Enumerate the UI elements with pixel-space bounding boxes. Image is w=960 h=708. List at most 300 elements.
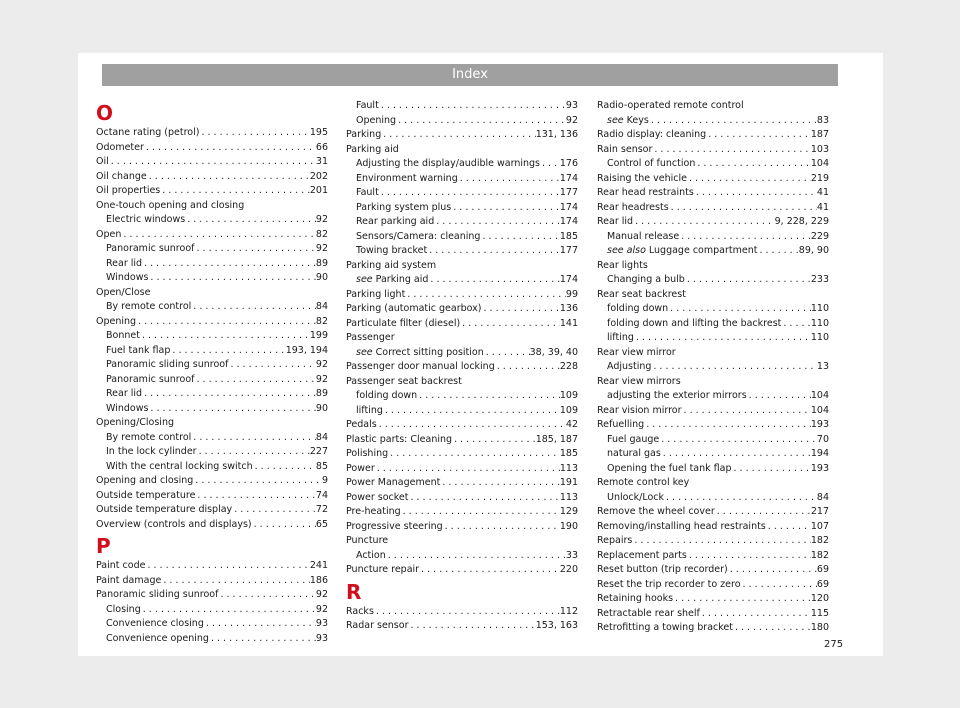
index-heading — [346, 534, 578, 549]
dot-leader — [142, 257, 316, 272]
dot-leader — [408, 491, 559, 506]
page-reference[interactable]: 182 — [810, 549, 829, 561]
index-entry — [597, 520, 829, 535]
dot-leader — [209, 632, 316, 647]
entry-text: Panoramic sliding sunroof — [106, 359, 229, 370]
entry-text: Changing a bulb — [607, 274, 685, 285]
index-heading — [346, 331, 578, 346]
page-reference[interactable]: 193, 194 — [285, 344, 328, 356]
index-entry — [597, 621, 829, 636]
page-reference[interactable]: 92 — [315, 373, 328, 385]
index-entry — [597, 607, 829, 622]
entry-text: see Correct sitting position — [356, 346, 484, 358]
index-subentry — [346, 215, 578, 230]
entry-text: Passenger door manual locking — [346, 361, 495, 372]
index-entry — [96, 228, 328, 243]
dot-leader — [480, 230, 559, 245]
page-reference[interactable]: 131, 136 — [535, 129, 578, 140]
dot-leader — [142, 387, 316, 402]
index-entry — [346, 462, 578, 477]
page-reference[interactable]: 229 — [810, 230, 829, 242]
index-entry — [346, 491, 578, 506]
section-letter: P — [96, 534, 111, 558]
dot-leader — [728, 563, 817, 578]
page-reference[interactable]: 109 — [559, 404, 578, 416]
dot-leader — [419, 563, 560, 578]
entry-text: Rear headrests — [597, 201, 669, 213]
entry-text: see Keys — [607, 114, 649, 126]
entry-text: Opening — [356, 114, 397, 126]
index-entry — [597, 592, 829, 607]
dot-leader — [540, 157, 560, 172]
page-reference[interactable]: 110 — [810, 303, 829, 314]
dot-leader — [452, 433, 536, 448]
dot-leader — [141, 603, 316, 618]
page-number: 275 — [824, 639, 844, 650]
dot-leader — [733, 621, 811, 636]
dot-leader — [634, 331, 811, 346]
dot-leader — [204, 617, 316, 632]
dot-leader — [668, 302, 811, 317]
entry-text: Particulate filter (diesel) — [346, 317, 461, 329]
page-reference[interactable]: 241 — [309, 560, 328, 571]
entry-text: Paint code — [96, 560, 146, 571]
entry-text: Outside temperature — [96, 489, 196, 501]
entry-text: Opening/Closing — [96, 417, 174, 428]
page-reference[interactable]: 182 — [810, 535, 829, 546]
entry-text: Octane rating (petrol) — [96, 127, 200, 138]
entry-text: Rear lid — [106, 257, 143, 269]
dot-leader — [379, 186, 560, 201]
entry-text: Action — [356, 549, 386, 561]
index-subentry — [597, 317, 829, 332]
page-reference[interactable]: 82 — [315, 228, 328, 240]
index-entry — [346, 418, 578, 433]
entry-text: Rear vision mirror — [597, 404, 682, 416]
page-reference[interactable]: 66 — [315, 141, 328, 153]
dot-leader — [443, 520, 560, 535]
dot-leader — [664, 491, 817, 506]
page-reference[interactable]: 193 — [810, 462, 829, 474]
entry-text: Electric windows — [106, 214, 186, 225]
entry-text: see Parking aid — [356, 274, 429, 285]
dot-leader — [191, 431, 316, 446]
page-reference[interactable]: 104 — [810, 404, 829, 416]
page-reference[interactable]: 92 — [315, 243, 328, 254]
dot-leader — [428, 273, 559, 288]
dot-leader — [495, 360, 560, 375]
dot-leader — [651, 360, 817, 375]
page-reference[interactable]: 92 — [315, 603, 328, 615]
page-reference[interactable]: 83 — [816, 114, 829, 126]
dot-leader — [185, 213, 316, 228]
dot-leader — [408, 619, 535, 634]
page-reference[interactable]: 202 — [309, 170, 328, 182]
index-entry — [346, 433, 578, 448]
entry-text: Power — [346, 462, 375, 474]
index-subentry — [346, 549, 578, 564]
index-subentry — [96, 632, 328, 647]
entry-text: Panoramic sunroof — [106, 373, 195, 385]
index-heading — [96, 199, 328, 214]
page-reference[interactable]: 174 — [559, 274, 578, 285]
page-reference[interactable]: 174 — [559, 201, 578, 213]
page-reference[interactable]: 193 — [810, 419, 829, 430]
page-reference[interactable]: 113 — [559, 462, 578, 474]
dot-leader — [732, 462, 811, 477]
index-subentry — [346, 230, 578, 245]
page-reference[interactable]: 113 — [559, 491, 578, 503]
page-reference[interactable]: 185 — [559, 230, 578, 242]
index-heading — [597, 346, 829, 361]
index-subentry — [597, 491, 829, 506]
index-entry — [346, 605, 578, 620]
entry-text: Progressive steering — [346, 520, 443, 532]
page-reference[interactable]: 103 — [810, 143, 829, 155]
index-entry — [96, 155, 328, 170]
page-reference[interactable]: 41 — [816, 201, 829, 213]
dot-leader — [427, 244, 560, 259]
page-reference[interactable]: 120 — [810, 593, 829, 604]
entry-text: Open — [96, 228, 122, 240]
entry-text: Rear lights — [597, 259, 648, 271]
page-reference[interactable]: 115 — [810, 607, 829, 619]
page-reference[interactable]: 129 — [559, 506, 578, 517]
page-reference[interactable]: 201 — [309, 185, 328, 196]
index-entry — [96, 141, 328, 156]
entry-text: Parking — [346, 129, 382, 140]
page-reference[interactable]: 199 — [309, 330, 328, 341]
entry-text: Retaining hooks — [597, 593, 674, 604]
entry-text: Rear lid — [106, 388, 143, 399]
page-reference[interactable]: 220 — [559, 564, 578, 575]
index-subentry — [96, 257, 328, 272]
index-heading — [597, 288, 829, 303]
entry-text: Parking aid system — [346, 259, 437, 271]
page-reference[interactable]: 233 — [810, 274, 829, 285]
index-entry — [346, 505, 578, 520]
page-reference[interactable]: 42 — [565, 419, 578, 430]
page-reference[interactable]: 84 — [315, 431, 328, 443]
entry-text: Open/Close — [96, 286, 151, 298]
page-reference[interactable]: 9, 228, 229 — [774, 216, 829, 227]
dot-leader — [706, 128, 811, 143]
index-entry — [96, 474, 328, 489]
entry-text: Panoramic sunroof — [106, 243, 195, 254]
page-reference[interactable]: 69 — [816, 578, 829, 590]
index-heading — [346, 259, 578, 274]
entry-text: natural gas — [607, 448, 661, 459]
entry-text: Rain sensor — [597, 143, 653, 155]
page-reference[interactable]: 93 — [315, 632, 328, 644]
index-subentry — [346, 172, 578, 187]
entry-text: Power Management — [346, 477, 441, 488]
dot-leader — [484, 346, 530, 361]
index-entry — [597, 534, 829, 549]
page-reference[interactable]: 219 — [810, 172, 829, 184]
page-reference[interactable]: 109 — [559, 390, 578, 401]
index-subentry — [597, 230, 829, 245]
entry-text: Passenger seat backrest — [346, 375, 462, 387]
index-entry — [597, 404, 829, 419]
page-reference[interactable]: 74 — [315, 489, 328, 501]
entry-text: Rear parking aid — [356, 216, 435, 227]
page-reference[interactable]: 70 — [816, 433, 829, 445]
index-subentry — [597, 360, 829, 375]
page-reference[interactable]: 92 — [315, 589, 328, 600]
entry-text: Convenience opening — [106, 632, 209, 644]
page-reference[interactable]: 195 — [309, 127, 328, 138]
page-reference[interactable]: 177 — [559, 245, 578, 256]
page-reference[interactable]: 92 — [315, 359, 328, 370]
page-reference[interactable]: 82 — [315, 315, 328, 327]
entry-text: Parking system plus — [356, 201, 452, 213]
entry-text: Parking light — [346, 288, 406, 300]
index-column-2 — [346, 99, 578, 634]
index-column-3 — [597, 99, 829, 636]
page-reference[interactable]: 84 — [315, 301, 328, 312]
page-reference[interactable]: 31 — [315, 156, 328, 167]
entry-text: Raising the vehicle — [597, 172, 687, 184]
index-entry — [346, 288, 578, 303]
page-reference[interactable]: 41 — [816, 187, 829, 198]
page-reference[interactable]: 185, 187 — [535, 433, 578, 445]
dot-leader — [140, 329, 310, 344]
index-entry — [597, 215, 829, 230]
page-reference[interactable]: 13 — [816, 361, 829, 372]
dot-leader — [401, 505, 560, 520]
entry-text: Rear lid — [597, 216, 634, 227]
page-reference[interactable]: 112 — [559, 605, 578, 617]
entry-text: Parking aid — [346, 143, 399, 155]
entry-text: Overview (controls and displays) — [96, 518, 252, 530]
index-entry — [346, 360, 578, 375]
index-heading — [346, 375, 578, 390]
index-entry — [597, 143, 829, 158]
page-reference[interactable]: 9 — [321, 475, 328, 486]
index-column-1 — [96, 99, 328, 646]
index-entry — [96, 574, 328, 589]
index-entry — [346, 447, 578, 462]
index-subentry — [597, 389, 829, 404]
entry-text: Fault — [356, 100, 379, 111]
entry-text: lifting — [607, 332, 634, 343]
page-reference[interactable]: 191 — [559, 477, 578, 488]
index-entry — [346, 563, 578, 578]
page-reference[interactable]: 92 — [565, 114, 578, 126]
dot-leader — [109, 155, 316, 170]
dot-leader — [194, 242, 315, 257]
index-subentry — [96, 242, 328, 257]
entry-text: Unlock/Lock — [607, 491, 665, 503]
entry-text: Opening the fuel tank flap — [607, 462, 732, 474]
dot-leader — [673, 592, 811, 607]
page-reference[interactable]: 89 — [315, 257, 328, 269]
entry-text: Rear head restraints — [597, 187, 694, 198]
dot-leader — [649, 114, 817, 129]
page-reference[interactable]: 185 — [559, 448, 578, 459]
entry-text: Outside temperature display — [96, 504, 233, 515]
page-reference[interactable]: 187 — [810, 129, 829, 140]
index-subentry — [597, 331, 829, 346]
page-reference[interactable]: 153, 163 — [535, 620, 578, 631]
dot-leader — [682, 404, 811, 419]
page-reference[interactable]: 90 — [315, 402, 328, 414]
dot-leader — [381, 128, 535, 143]
dot-leader — [147, 170, 310, 185]
entry-text: Convenience closing — [106, 618, 204, 629]
index-subentry — [597, 462, 829, 477]
index-entry — [96, 489, 328, 504]
index-entry — [96, 170, 328, 185]
dot-leader — [695, 157, 811, 172]
entry-text: Plastic parts: Cleaning — [346, 433, 453, 445]
page-reference[interactable]: 99 — [565, 288, 578, 300]
dot-leader — [652, 143, 810, 158]
dot-leader — [374, 605, 560, 620]
page-reference[interactable]: 174 — [559, 216, 578, 227]
dot-leader — [741, 578, 817, 593]
index-subentry — [597, 273, 829, 288]
index-entry — [346, 476, 578, 491]
dot-leader — [253, 460, 316, 475]
page-reference[interactable]: 89, 90 — [798, 245, 829, 256]
page-reference[interactable]: 186 — [309, 574, 328, 586]
page-reference[interactable]: 38, 39, 40 — [529, 346, 578, 358]
index-subentry — [96, 387, 328, 402]
entry-text: Remove the wheel cover — [597, 506, 715, 517]
entry-text: Fuel tank flap — [106, 344, 171, 356]
entry-text: Fault — [356, 187, 379, 198]
entry-text: Control of function — [607, 158, 696, 169]
index-entry — [597, 578, 829, 593]
entry-text: Paint damage — [96, 574, 162, 586]
entry-text: folding down — [607, 303, 669, 314]
dot-leader — [161, 574, 310, 589]
page-reference[interactable]: 217 — [810, 506, 829, 517]
entry-text: Closing — [106, 603, 141, 615]
page-reference[interactable]: 110 — [810, 317, 829, 329]
page-reference[interactable]: 176 — [559, 158, 578, 169]
entry-text: Manual release — [607, 230, 680, 242]
index-subentry — [96, 358, 328, 373]
index-subentry — [346, 114, 578, 129]
index-subentry — [597, 433, 829, 448]
index-entry — [96, 559, 328, 574]
index-heading — [96, 286, 328, 301]
page-reference[interactable]: 190 — [559, 520, 578, 532]
page-reference[interactable]: 93 — [315, 618, 328, 629]
dot-leader — [377, 418, 566, 433]
index-entry — [96, 315, 328, 330]
index-subentry — [96, 431, 328, 446]
index-heading — [346, 143, 578, 158]
page-reference[interactable]: 136 — [559, 303, 578, 314]
index-entry — [597, 201, 829, 216]
dot-leader — [145, 559, 309, 574]
index-entry — [346, 520, 578, 535]
entry-text: Towing bracket — [356, 245, 428, 256]
dot-leader — [228, 358, 315, 373]
page-reference[interactable]: 227 — [309, 446, 328, 457]
page-reference[interactable]: 92 — [315, 214, 328, 225]
dot-leader — [136, 315, 316, 330]
index-entry — [597, 186, 829, 201]
entry-text: Adjusting — [607, 361, 652, 372]
page-reference[interactable]: 89 — [315, 388, 328, 399]
dot-leader — [687, 549, 811, 564]
page-reference[interactable]: 104 — [810, 390, 829, 401]
index-entry — [96, 588, 328, 603]
page-reference[interactable]: 65 — [315, 518, 328, 530]
entry-text: Oil change — [96, 170, 147, 182]
entry-text: Rear view mirrors — [597, 375, 681, 387]
index-heading — [597, 99, 829, 114]
index-entry — [346, 619, 578, 634]
dot-leader — [375, 462, 560, 477]
dot-leader — [396, 114, 566, 129]
page-reference[interactable]: 72 — [315, 504, 328, 515]
index-entry — [597, 418, 829, 433]
index-subentry — [96, 329, 328, 344]
dot-leader — [440, 476, 560, 491]
entry-text: Parking (automatic gearbox) — [346, 303, 482, 314]
index-entry — [96, 518, 328, 533]
entry-text: Opening and closing — [96, 475, 194, 486]
index-subentry — [96, 460, 328, 475]
page-reference[interactable]: 180 — [810, 622, 829, 633]
entry-text: Odometer — [96, 141, 144, 153]
index-subentry — [597, 244, 829, 259]
page-reference[interactable]: 69 — [816, 564, 829, 575]
entry-text: Polishing — [346, 448, 389, 459]
dot-leader — [195, 489, 315, 504]
dot-leader — [781, 317, 810, 332]
entry-text: Racks — [346, 605, 374, 617]
index-subentry — [597, 302, 829, 317]
index-subentry — [96, 344, 328, 359]
dot-leader — [148, 271, 315, 286]
page-reference[interactable]: 194 — [810, 448, 829, 459]
index-subentry — [96, 402, 328, 417]
page-reference[interactable]: 174 — [559, 172, 578, 184]
entry-text: Puncture repair — [346, 564, 420, 575]
dot-leader — [218, 588, 315, 603]
page-reference[interactable]: 228 — [559, 361, 578, 372]
dot-leader — [460, 317, 560, 332]
dot-leader — [451, 201, 560, 216]
page-reference[interactable]: 104 — [810, 158, 829, 169]
page-reference[interactable]: 84 — [816, 491, 829, 503]
page-reference[interactable]: 110 — [810, 332, 829, 343]
dot-leader — [197, 445, 310, 460]
dot-leader — [694, 186, 817, 201]
entry-text: Reset the trip recorder to zero — [597, 578, 741, 590]
entry-text: Replacement parts — [597, 549, 687, 561]
index-heading — [597, 259, 829, 274]
dot-leader — [482, 302, 560, 317]
page-reference[interactable]: 177 — [559, 187, 578, 198]
entry-text: Radio display: cleaning — [597, 129, 707, 140]
page-reference[interactable]: 141 — [559, 317, 578, 329]
page-reference[interactable]: 107 — [810, 520, 829, 532]
page-reference[interactable]: 33 — [565, 549, 578, 561]
dot-leader — [766, 520, 811, 535]
entry-text: adjusting the exterior mirrors — [607, 390, 747, 401]
page-reference[interactable]: 93 — [565, 100, 578, 111]
page-reference[interactable]: 90 — [315, 272, 328, 283]
page-reference[interactable]: 85 — [315, 460, 328, 472]
